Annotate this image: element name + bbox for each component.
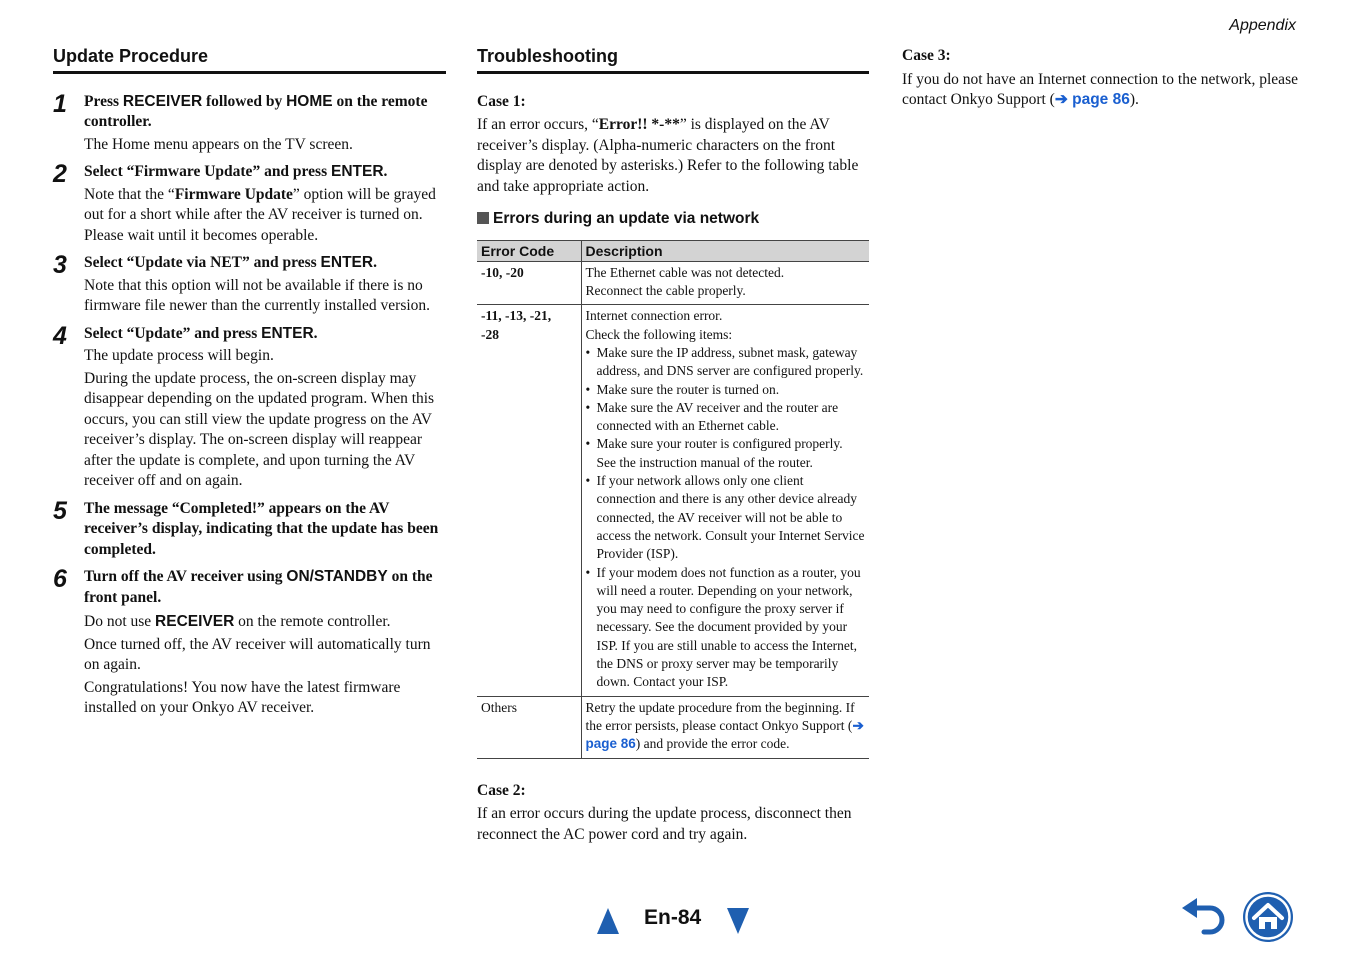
list-item: • Make sure the AV receiver and the router are connected with an Ethernet cable.	[586, 399, 866, 436]
step-body: The Home menu appears on the TV screen.	[84, 135, 353, 153]
header-section-label: Appendix	[1229, 17, 1296, 34]
step-4	[53, 321, 446, 492]
step-number: 6	[53, 565, 67, 593]
step-body: Do not use RECEIVER on the remote controller.	[84, 613, 391, 630]
list-item: • If your network allows only one client connection and there is any other device already connected, the AV receiver will not be able to access the network. Consult your Internet Service Provider (ISP).	[586, 472, 866, 563]
step-number: 5	[53, 496, 67, 525]
case1-body: If an error occurs, “Error!! *-**” is displayed on the AV receiver’s display. (Alpha-numeric characters on the front display are denoted by asterisks.) Refer to the following table and take appropriate action.	[477, 116, 859, 195]
list-item: • Make sure the router is turned on.	[586, 381, 866, 399]
list-item: • If your modem does not function as a router, you will need a router. Depending on your network, you may need to configure the proxy server if necessary. See the document provided by your ISP. If you are still unable to access the Internet, the DNS or proxy server may be temporarily down. Contact your ISP.	[586, 564, 866, 692]
error-table	[477, 240, 869, 759]
triangle-up-icon[interactable]	[597, 908, 619, 934]
error-description-cell: Internet connection error. Check the following items: • Make sure the IP address, subnet mask, gateway address, and DNS server are configured properly. • Make sure the router is turned on. • Make sure the AV receiver and the router are connected with an Ethernet cable. • Make sure your router is configured properly. See the instruction manual of the router. • If your network allows only one client connection and there is any other device already connected, the AV receiver will not be able to access the network. Consult your Internet Service Provider (ISP). • If your modem does not function as a router, you will need a router. Depending on your network, you may need to configure the proxy server if necessary. See the document provided by your ISP. If you are still unable to access the Internet, the DNS or proxy server may be temporarily down. Contact your ISP.	[581, 305, 869, 696]
step-body: Note that this option will not be available if there is no firmware file newer than the currently installed version.	[84, 276, 431, 314]
table-header-description: Description	[581, 240, 869, 261]
step-3	[53, 253, 446, 317]
list-item: • Make sure the IP address, subnet mask, gateway address, and DNS server are configured properly.	[586, 344, 866, 381]
triangle-down-icon[interactable]	[727, 908, 749, 934]
step-number: 2	[53, 160, 67, 188]
update-procedure-title: Update Procedure	[53, 46, 446, 74]
step-title: Turn off the AV receiver using ON/STANDBY on the front panel.	[84, 568, 433, 606]
error-code-cell: -10, -20	[477, 261, 581, 305]
error-description-cell: Retry the update procedure from the beginning. If the error persists, please contact Onkyo Support (➔ page 86) and provide the error code.	[581, 696, 869, 758]
page-86-link[interactable]: ➔ page 86	[1054, 91, 1130, 108]
troubleshooting-column	[477, 46, 869, 845]
home-icon[interactable]	[1241, 890, 1295, 944]
step-number: 1	[53, 89, 67, 118]
case3-title: Case 3:	[902, 47, 951, 64]
errors-subheading: Errors during an update via network	[477, 209, 869, 230]
step-body: Congratulations! You now have the latest firmware installed on your Onkyo AV receiver.	[84, 678, 401, 716]
step-2	[53, 162, 446, 246]
step-title: Select “Update” and press ENTER.	[84, 324, 318, 342]
case3-column	[902, 46, 1302, 111]
step-number: 4	[53, 321, 67, 350]
step-body: Note that the “Firmware Update” option will be grayed out for a short while after the AV receiver is turned on. Please wait until it becomes operable.	[84, 185, 436, 244]
table-row	[477, 696, 869, 758]
step-1	[53, 89, 446, 156]
case3-body: If you do not have an Internet connection to the network, please contact Onkyo Support (➔ page 86).	[902, 70, 1298, 108]
table-row	[477, 261, 869, 305]
page-number: En-84	[644, 906, 702, 929]
case1-title: Case 1:	[477, 92, 526, 110]
step-title: Select “Update via NET” and press ENTER.	[84, 254, 377, 271]
error-code-cell: -11, -13, -21, -28	[477, 305, 581, 696]
step-body: Once turned off, the AV receiver will automatically turn on again.	[84, 635, 431, 673]
error-description-cell: The Ethernet cable was not detected. Reconnect the cable properly.	[581, 261, 869, 305]
list-item: • Make sure your router is configured properly. See the instruction manual of the router.	[586, 435, 866, 472]
case2-title: Case 2:	[477, 781, 526, 799]
back-arrow-icon[interactable]	[1180, 896, 1230, 940]
step-6	[53, 567, 446, 719]
step-title: The message “Completed!” appears on the AV receiver’s display, indicating that the update has been completed.	[84, 499, 439, 558]
case2-body: If an error occurs during the update process, disconnect then reconnect the AC power cord and try again.	[477, 805, 852, 843]
check-list	[586, 344, 866, 692]
page-86-link[interactable]: ➔ page 86	[585, 717, 864, 752]
table-header-code: Error Code	[477, 240, 581, 261]
step-title: Select “Firmware Update” and press ENTER.	[84, 163, 388, 180]
troubleshooting-title: Troubleshooting	[477, 46, 869, 74]
square-bullet-icon	[477, 212, 489, 224]
table-row	[477, 305, 869, 696]
step-number: 3	[53, 251, 67, 279]
step-body: During the update process, the on-screen display may disappear depending on the updated program. When this occurs, you can still view the update progress on the AV receiver’s display. The on-screen display will reappear after the update is complete, and upon turning the AV receiver off and on again.	[84, 369, 435, 489]
step-5	[53, 496, 446, 561]
footer-navigation	[0, 904, 1348, 944]
update-procedure-column	[53, 46, 446, 726]
error-code-cell: Others	[477, 696, 581, 758]
step-title: Press RECEIVER followed by HOME on the remote controller.	[84, 92, 428, 130]
step-body: The update process will begin.	[84, 347, 274, 364]
